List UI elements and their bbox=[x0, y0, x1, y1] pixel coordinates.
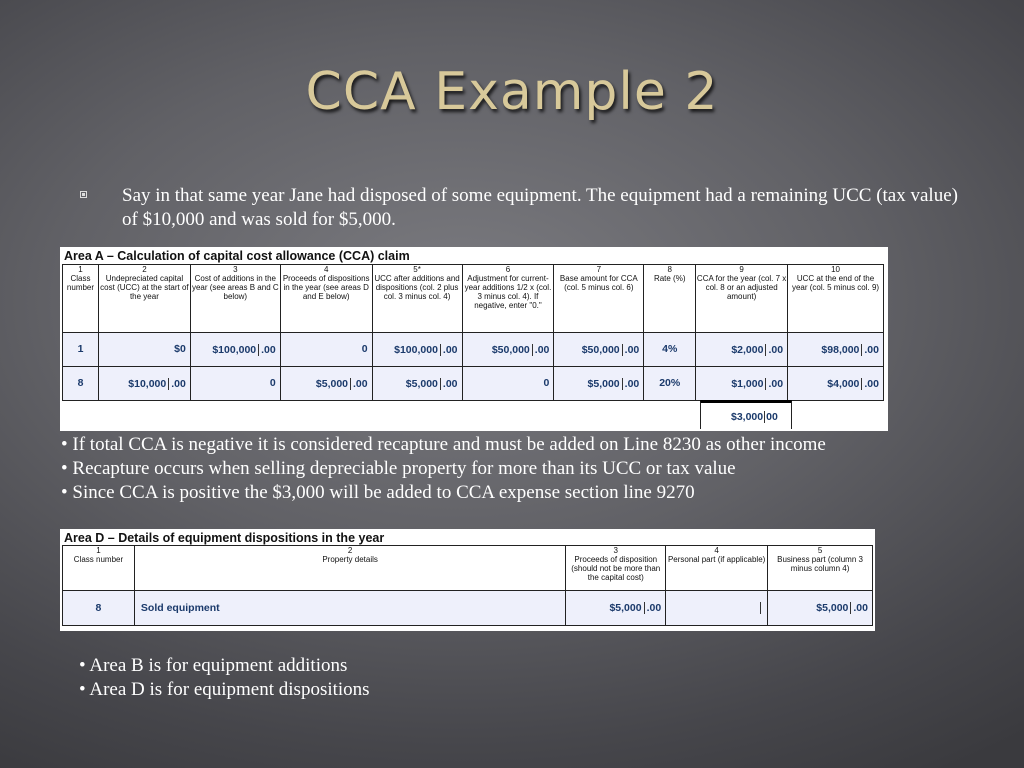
adjustment-cell: $50,000 .00 bbox=[462, 333, 554, 367]
intro-text: Say in that same year Jane had disposed of some equipment. The equipment had a remaining UCC (tax value) of $10,000 and was sold for $5,000. bbox=[122, 185, 958, 230]
additions-cell: 0 bbox=[190, 367, 280, 401]
ucc-end-cell: $98,000 .00 bbox=[788, 333, 884, 367]
d-col-5-header: 5 Business part (column 3 minus column 4) bbox=[768, 546, 873, 591]
bullet-square-icon bbox=[80, 191, 87, 198]
col-2-header: 2 Undepreciated capital cost (UCC) at the start of the year bbox=[98, 265, 190, 333]
ucc-start-cell: $10,000 .00 bbox=[98, 367, 190, 401]
col-5-header: 5* UCC after additions and dispositions (col. 2 plus col. 3 minus col. 4) bbox=[372, 265, 462, 333]
col-7-header: 7 Base amount for CCA (col. 5 minus col. 6) bbox=[554, 265, 644, 333]
ucc-after-cell: $100,000 .00 bbox=[372, 333, 462, 367]
class-number-cell: 8 bbox=[63, 367, 99, 401]
cca-total-value: $3,000 00 bbox=[731, 411, 778, 423]
base-amount-cell: $50,000 .00 bbox=[554, 333, 644, 367]
area-d-form bbox=[60, 529, 875, 631]
area-a-header-row bbox=[63, 265, 884, 333]
d-col-1-header: 1 Class number bbox=[63, 546, 135, 591]
area-d-title: Area D – Details of equipment dispositions in the year bbox=[64, 531, 385, 545]
proceeds-cell: 0 bbox=[280, 333, 372, 367]
col-10-header: 10 UCC at the end of the year (col. 5 minus col. 9) bbox=[788, 265, 884, 333]
col-3-header: 3 Cost of additions in the year (see areas B and C below) bbox=[190, 265, 280, 333]
col-8-header: 8 Rate (%) bbox=[644, 265, 696, 333]
base-amount-cell: $5,000 .00 bbox=[554, 367, 644, 401]
area-d-header-row bbox=[63, 546, 873, 591]
col-6-header: 6 Adjustment for current-year additions 1/2 x (col. 3 minus col. 4). If negative, enter "0." bbox=[462, 265, 554, 333]
additions-cell: $100,000 .00 bbox=[190, 333, 280, 367]
d-col-4-header: 4 Personal part (if applicable) bbox=[666, 546, 768, 591]
proceeds-cell: $5,000 .00 bbox=[566, 591, 666, 626]
d-col-3-header: 3 Proceeds of disposition (should not be more than the capital cost) bbox=[566, 546, 666, 591]
class-number-cell: 1 bbox=[63, 333, 99, 367]
note2-line-2: • Area D is for equipment dispositions bbox=[79, 679, 370, 700]
cca-cell: $2,000 .00 bbox=[696, 333, 788, 367]
rate-cell: 20% bbox=[644, 367, 696, 401]
cca-total-box bbox=[700, 400, 792, 429]
rate-cell: 4% bbox=[644, 333, 696, 367]
proceeds-cell: $5,000 .00 bbox=[280, 367, 372, 401]
adjustment-cell: 0 bbox=[462, 367, 554, 401]
table-row bbox=[63, 333, 884, 367]
ucc-end-cell: $4,000 .00 bbox=[788, 367, 884, 401]
cca-cell: $1,000 .00 bbox=[696, 367, 788, 401]
business-part-cell: $5,000 .00 bbox=[768, 591, 873, 626]
property-details-cell: Sold equipment bbox=[134, 591, 565, 626]
note-line-3: • Since CCA is positive the $3,000 will be added to CCA expense section line 9270 bbox=[61, 482, 695, 503]
note-line-2: • Recapture occurs when selling depreciable property for more than its UCC or tax value bbox=[61, 458, 736, 479]
slide-title: CCA Example 2 bbox=[305, 62, 719, 122]
area-a-table bbox=[62, 264, 884, 401]
area-d-table bbox=[62, 545, 873, 626]
note2-line-1: • Area B is for equipment additions bbox=[79, 655, 348, 676]
table-row bbox=[63, 591, 873, 626]
note-line-1: • If total CCA is negative it is considered recapture and must be added on Line 8230 as other income bbox=[61, 434, 826, 455]
area-a-title: Area A – Calculation of capital cost allowance (CCA) claim bbox=[64, 249, 410, 263]
ucc-after-cell: $5,000 .00 bbox=[372, 367, 462, 401]
ucc-start-cell: $0 bbox=[98, 333, 190, 367]
col-1-header: 1 Class number bbox=[63, 265, 99, 333]
area-a-form bbox=[60, 247, 888, 431]
d-col-2-header: 2 Property details bbox=[134, 546, 565, 591]
col-9-header: 9 CCA for the year (col. 7 x col. 8 or an adjusted amount) bbox=[696, 265, 788, 333]
personal-part-cell bbox=[666, 591, 768, 626]
col-4-header: 4 Proceeds of dispositions in the year (see areas D and E below) bbox=[280, 265, 372, 333]
class-number-cell: 8 bbox=[63, 591, 135, 626]
table-row bbox=[63, 367, 884, 401]
